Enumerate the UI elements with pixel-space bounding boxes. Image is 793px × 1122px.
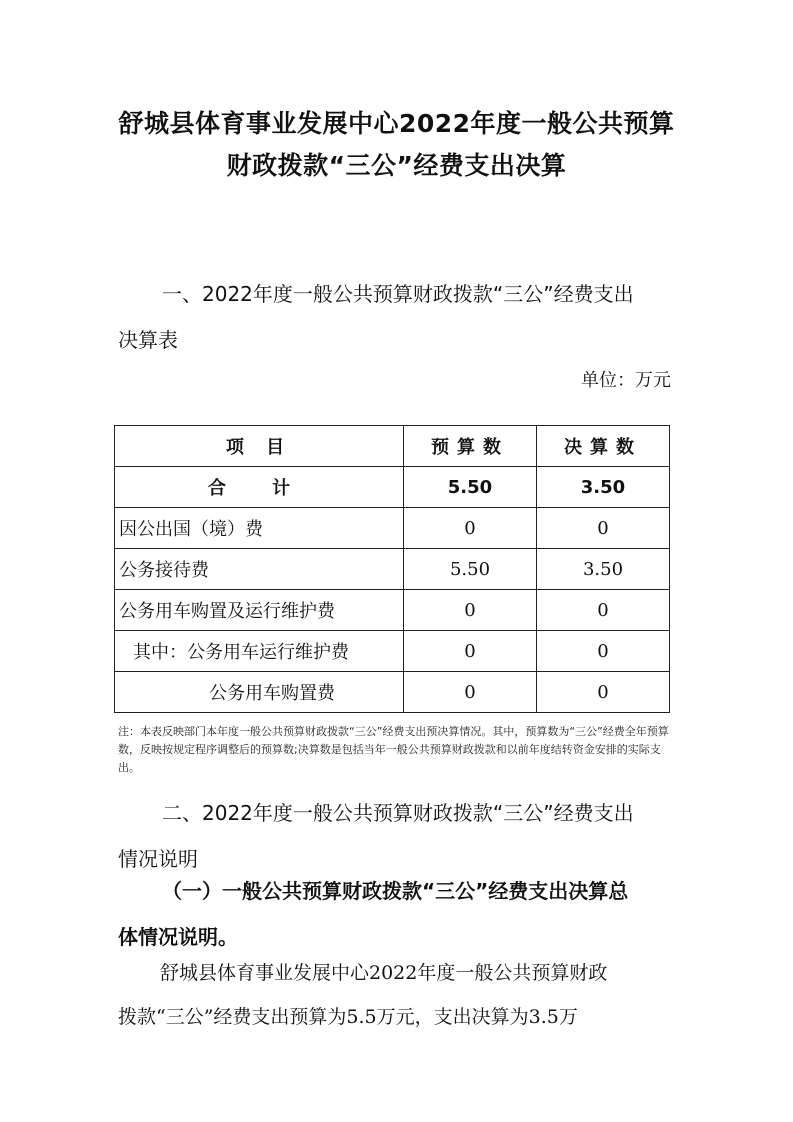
- section-1-heading-line-2: 决算表: [118, 328, 178, 352]
- row-final: 0: [536, 508, 669, 549]
- row-budget: 0: [403, 631, 536, 672]
- row-budget: 0: [403, 590, 536, 631]
- row-item: 公务用车购置及运行维护费: [115, 590, 404, 631]
- body-line-2: 拨款“三公”经费支出预算为5.5万元，支出决算为3.5万: [118, 1006, 578, 1028]
- table-footnote: 注：本表反映部门本年度一般公共预算财政拨款“三公”经费支出预决算情况。其中，预算数为“三公”经费全年预算数，反映按规定程序调整后的预算数;决算数是包括当年一般公共预算财政拨款和以前年度结转资金安排的实际支出。: [118, 725, 669, 774]
- expenditure-table: [114, 425, 670, 713]
- table-row: [115, 508, 670, 549]
- unit-label: 单位：万元: [581, 370, 671, 391]
- table-row: [115, 549, 670, 590]
- section-1-heading-line-1: 一、2022年度一般公共预算财政拨款“三公”经费支出: [162, 282, 634, 306]
- header-final: 决算数: [536, 426, 669, 467]
- row-budget: 0: [403, 672, 536, 713]
- section-2-heading-line-1: 二、2022年度一般公共预算财政拨款“三公”经费支出: [162, 801, 634, 825]
- section-3-heading-line-2: 体情况说明。: [118, 925, 238, 949]
- row-item: 其中：公务用车运行维护费: [115, 631, 404, 672]
- table-header-row: [115, 426, 670, 467]
- body-paragraph: [118, 951, 678, 1039]
- total-budget: 5.50: [403, 467, 536, 508]
- document-title-line-1: 舒城县体育事业发展中心2022年度一般公共预算: [118, 109, 675, 138]
- section-2-heading-line-2: 情况说明: [118, 847, 198, 871]
- row-final: 3.50: [536, 549, 669, 590]
- table-row: [115, 672, 670, 713]
- header-budget: 预算数: [403, 426, 536, 467]
- row-budget: 0: [403, 508, 536, 549]
- row-item: 公务接待费: [115, 549, 404, 590]
- document-title-line-2: 财政拨款“三公”经费支出决算: [226, 151, 567, 180]
- section-3-heading-line-1: （一）一般公共预算财政拨款“三公”经费支出决算总: [162, 879, 629, 903]
- table-row: [115, 590, 670, 631]
- row-final: 0: [536, 672, 669, 713]
- header-item: 项 目: [115, 426, 404, 467]
- table-row-total: [115, 467, 670, 508]
- section-3-heading: [118, 868, 678, 960]
- row-budget: 5.50: [403, 549, 536, 590]
- row-item: 公务用车购置费: [115, 672, 404, 713]
- section-1-heading: [118, 271, 678, 363]
- total-label: 合 计: [115, 467, 404, 508]
- row-final: 0: [536, 590, 669, 631]
- total-final: 3.50: [536, 467, 669, 508]
- row-item: 因公出国（境）费: [115, 508, 404, 549]
- body-line-1: 舒城县体育事业发展中心2022年度一般公共预算财政: [160, 962, 608, 984]
- table-row: [115, 631, 670, 672]
- row-final: 0: [536, 631, 669, 672]
